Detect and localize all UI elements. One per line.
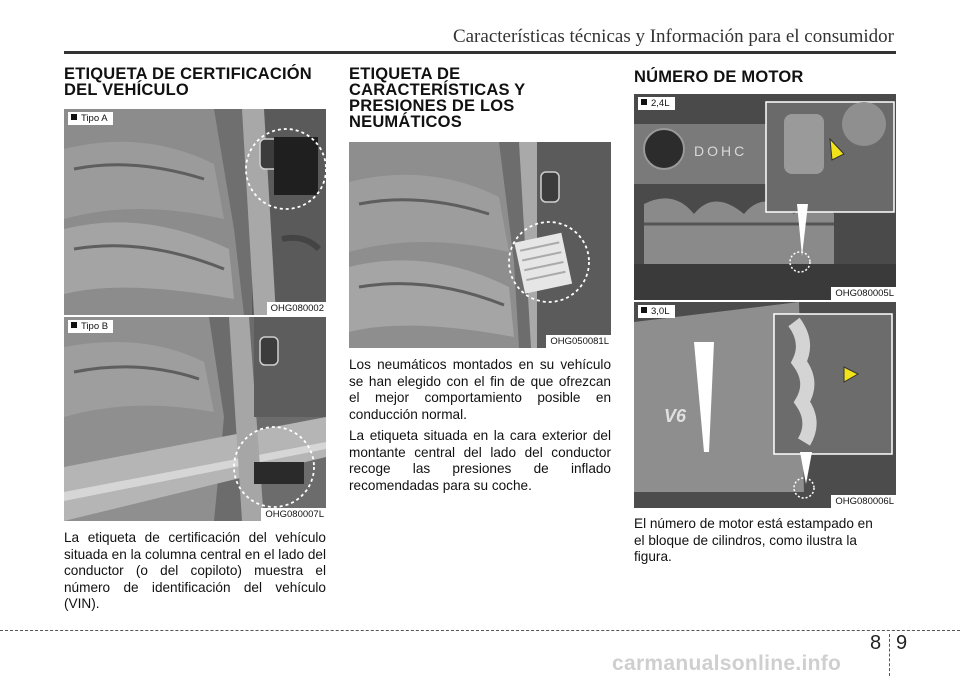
section-heading-tire-label: ETIQUETA DE CARACTERÍSTICAS Y PRESIONES DE LOS NEUMÁTICOS xyxy=(349,65,526,131)
figure-engine-3-0 xyxy=(634,302,896,508)
page-number-page: 9 xyxy=(896,632,908,654)
header-rule xyxy=(64,51,896,54)
engine-photo-3-0 xyxy=(634,302,896,508)
section-heading-engine-number: NÚMERO DE MOTOR xyxy=(634,68,804,86)
footer-rule xyxy=(0,630,960,631)
seat-door-photo-b xyxy=(64,317,326,521)
figure-tire-label xyxy=(349,142,611,348)
seat-door-photo-a xyxy=(64,109,326,315)
page-number-chapter: 8 xyxy=(870,632,882,654)
column-vehicle-certification xyxy=(64,66,326,613)
engine-paragraph: El número de motor está estampado en el bloque de cilindros, como ilustra la figura. xyxy=(634,516,873,564)
seat-door-photo-tire xyxy=(349,142,611,348)
engine-v6-text: V6 xyxy=(664,406,687,426)
tire-paragraph-1: Los neumáticos montados en su vehículo se han elegido con el fin de que ofrezcan el mejor comportamiento posible en conducción normal. xyxy=(349,357,611,422)
column-engine-number xyxy=(634,66,896,566)
figure-type-a xyxy=(64,109,326,315)
engine-dohc-text: DOHC xyxy=(694,143,748,159)
engine-photo-2-4 xyxy=(634,94,896,300)
figure-tag-2-4: 2,4L xyxy=(638,97,675,110)
figure-code-2-4: OHG080005L xyxy=(831,287,896,300)
column-tire-label xyxy=(349,66,611,494)
figure-code-a: OHG080002 xyxy=(267,302,326,315)
figure-tag-3-0: 3,0L xyxy=(638,305,675,318)
watermark-text: carmanualsonline.info xyxy=(612,652,842,675)
figure-code-tire: OHG050081L xyxy=(546,335,611,348)
figure-tag-type-b: Tipo B xyxy=(68,320,113,333)
figure-tag-type-a: Tipo A xyxy=(68,112,113,125)
figure-engine-2-4 xyxy=(634,94,896,300)
header-title: Características técnicas y Información para el consumidor xyxy=(452,26,894,47)
tire-paragraph-2: La etiqueta situada en la cara exterior del montante central del lado del conductor recoge las presiones de inflado recomendadas para su coche. xyxy=(349,428,611,493)
page-number-divider xyxy=(889,634,890,676)
section-heading-certification: ETIQUETA DE CERTIFICACIÓN DEL VEHÍCULO xyxy=(64,65,312,99)
certification-paragraph: La etiqueta de certificación del vehículo situada en la columna central en el lado del conductor (o del copiloto) muestra el número de identificación del vehículo (VIN). xyxy=(64,530,326,611)
figure-code-b: OHG080007L xyxy=(261,508,326,521)
figure-type-b xyxy=(64,317,326,521)
figure-code-3-0: OHG080006L xyxy=(831,495,896,508)
